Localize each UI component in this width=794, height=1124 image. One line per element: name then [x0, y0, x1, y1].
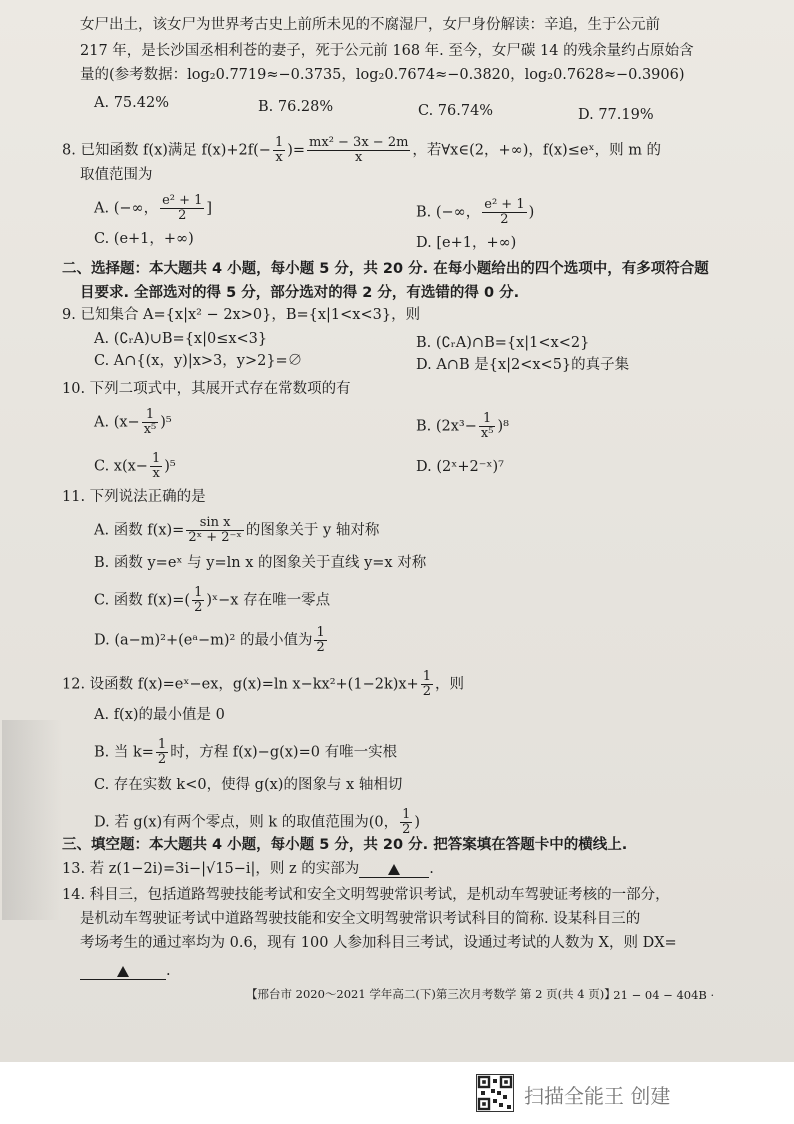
q11-option-a-prefix: A. 函数 f(x)= — [94, 522, 185, 539]
scan-shadow — [2, 720, 62, 920]
q9-option-c: C. A∩{(x，y)|x>3，y>2}=∅ — [94, 353, 303, 369]
q8-stem — [62, 136, 661, 165]
q10-stem: 10. 下列二项式中，其展开式存在常数项的有 — [62, 381, 351, 397]
q7-line-1: 女尸出土，该女尸为世界考古史上前所未见的不腐湿尸，女尸身份解读：辛追，生于公元前 — [80, 17, 660, 33]
q8-option-a-prefix: A. (−∞， — [94, 200, 159, 217]
q12-stem-numerator: 1 — [422, 669, 431, 684]
q8-stem-line-2: 取值范围为 — [80, 167, 153, 183]
q12-stem-fraction — [421, 670, 433, 699]
q10-option-a-suffix: )⁵ — [160, 414, 172, 431]
footer-exam-info: 【邢台市 2020～2021 学年高二(下)第三次月考数学 第 2 页(共 4 页)】 — [246, 987, 616, 1001]
q8-stem-part-a: 8. 已知函数 f(x)满足 f(x)+2f(− — [62, 142, 271, 159]
q11-option-c — [94, 586, 330, 615]
q7-option-c: C. 76.74% — [418, 103, 494, 119]
q10-option-d: D. (2ˣ+2⁻ˣ)⁷ — [416, 459, 504, 475]
q12-option-d-numerator: 1 — [402, 807, 411, 822]
q8-option-b-suffix: ) — [528, 204, 535, 221]
q12-option-b-numerator: 1 — [157, 737, 167, 752]
q8-option-b — [416, 198, 534, 227]
q7-line-3: 量的(参考数据：log₂0.7719≈−0.3735，log₂0.7674≈−0.3820，log₂0.7628≈−0.3906) — [80, 67, 685, 83]
q14-line-3: 考场考生的通过率均为 0.6，现有 100 人参加科目三考试，设通过考试的人数为 X，则 DX= — [80, 935, 677, 951]
q13-period: . — [429, 861, 434, 877]
q12-option-b-prefix: B. 当 k= — [94, 744, 154, 761]
q11-option-a-denominator: 2ˣ + 2⁻ˣ — [188, 530, 242, 545]
q9-option-a: A. (∁ᵣA)∪B={x|0≤x<3} — [94, 331, 268, 347]
q8-stem-part-b: )= — [287, 142, 306, 159]
q12-stem-denominator: 2 — [422, 684, 431, 699]
q10-option-a-prefix: A. (x− — [94, 414, 140, 431]
q11-stem: 11. 下列说法正确的是 — [62, 489, 206, 505]
q8-option-a-fraction — [160, 194, 204, 223]
q11-option-d — [94, 626, 329, 655]
q10-option-c-suffix: )⁵ — [164, 458, 176, 475]
q8-stem-part-c: ，若∀x∈(2，+∞)，f(x)≤eˣ，则 m 的 — [412, 142, 662, 159]
q14-period: . — [166, 963, 171, 979]
q10-option-c — [94, 452, 176, 481]
q8-fraction-1-numerator: 1 — [274, 135, 284, 150]
q14-line-2: 是机动车驾驶证考试中道路驾驶技能和安全文明驾驶常识考试科目的简称. 设某科目三的 — [80, 911, 641, 927]
q11-option-a-fraction — [186, 516, 244, 545]
q8-option-a-denominator: 2 — [178, 208, 187, 223]
q8-fraction-2-denominator: x — [355, 150, 363, 165]
qr-code-icon — [476, 1074, 514, 1112]
q12-option-d-suffix: ) — [414, 814, 421, 831]
q7-option-d: D. 77.19% — [578, 107, 654, 123]
q14-answer-blank[interactable] — [80, 963, 166, 980]
q8-option-a-suffix: ] — [206, 200, 213, 217]
q12-option-b-suffix: 时，方程 f(x)−g(x)=0 有唯一实根 — [170, 744, 398, 761]
q12-stem-prefix: 12. 设函数 f(x)=eˣ−ex，g(x)=ln x−kx²+(1−2k)x+ — [62, 676, 419, 693]
q8-option-c: C. (e+1，+∞) — [94, 231, 194, 247]
triangle-icon — [388, 864, 400, 875]
q12-option-c: C. 存在实数 k<0，使得 g(x)的图象与 x 轴相切 — [94, 777, 403, 793]
q8-option-d: D. [e+1，+∞) — [416, 235, 517, 251]
q9-stem: 9. 已知集合 A={x|x² − 2x>0}，B={x|1<x<3}，则 — [62, 307, 421, 323]
q12-option-d-denominator: 2 — [402, 822, 411, 837]
q12-option-a: A. f(x)的最小值是 0 — [94, 707, 225, 723]
q11-option-b: B. 函数 y=eˣ 与 y=ln x 的图象关于直线 y=x 对称 — [94, 555, 427, 571]
section-2-line-2: 目要求. 全部选对的得 5 分，部分选对的得 2 分，有选错的得 0 分. — [80, 285, 520, 301]
watermark-text: 扫描全能王 创建 — [524, 1084, 671, 1108]
q7-option-b: B. 76.28% — [258, 99, 334, 115]
question-13 — [62, 860, 434, 878]
q8-fraction-1-denominator: x — [275, 150, 283, 165]
q13-answer-blank[interactable] — [359, 861, 429, 878]
q12-stem-suffix: ，则 — [435, 676, 464, 693]
q10-option-c-denominator: x — [152, 466, 160, 481]
q11-option-c-prefix: C. 函数 f(x)=( — [94, 592, 191, 609]
q8-option-b-fraction — [482, 198, 526, 227]
q7-line-2: 217 年，是长沙国丞相利苍的妻子，死于公元前 168 年. 至今，女尸碳 14 的残余量约占原始含 — [80, 43, 694, 59]
q10-option-c-numerator: 1 — [151, 451, 161, 466]
q11-option-a-numerator: sin x — [186, 516, 244, 531]
q10-option-b-fraction — [479, 412, 496, 441]
q12-option-b — [94, 738, 397, 767]
q12-option-b-fraction — [156, 738, 168, 767]
section-3-heading: 三、填空题：本大题共 4 小题，每小题 5 分，共 20 分. 把答案填在答题卡中的横线上. — [62, 837, 628, 853]
footer-code: · 21 − 04 − 404B · — [606, 988, 715, 1002]
q11-option-c-numerator: 1 — [194, 585, 203, 600]
q10-option-b-prefix: B. (2x³− — [416, 418, 477, 435]
q8-option-b-numerator: e² + 1 — [484, 197, 525, 212]
q8-fraction-2 — [307, 136, 410, 165]
q10-option-a-numerator: 1 — [142, 408, 159, 423]
q8-option-a-numerator: e² + 1 — [162, 193, 203, 208]
q11-option-d-prefix: D. (a−m)²+(eᵃ−m)² 的最小值为 — [94, 632, 313, 649]
q11-option-c-fraction — [192, 586, 204, 615]
q10-option-a-fraction — [142, 408, 159, 437]
q10-option-b-numerator: 1 — [479, 412, 496, 427]
q11-option-a — [94, 516, 379, 545]
q10-option-a — [94, 408, 172, 437]
q13-stem: 13. 若 z(1−2i)=3i−|√15−i|，则 z 的实部为 — [62, 861, 360, 877]
q11-option-a-suffix: 的图象关于 y 轴对称 — [245, 522, 380, 539]
section-2-line-1: 二、选择题：本大题共 4 小题，每小题 5 分，共 20 分. 在每小题给出的四个选项中，有多项符合题 — [62, 261, 709, 277]
q12-option-d-prefix: D. 若 g(x)有两个零点，则 k 的取值范围为(0， — [94, 814, 399, 831]
q12-option-b-denominator: 2 — [157, 752, 167, 767]
q11-option-c-suffix: )ˣ−x 存在唯一零点 — [206, 592, 331, 609]
q10-option-c-fraction — [150, 452, 162, 481]
q14-answer-line — [80, 962, 171, 980]
q8-fraction-1 — [273, 136, 285, 165]
q11-option-d-denominator: 2 — [316, 640, 325, 655]
q10-option-a-denominator: x⁵ — [143, 422, 157, 437]
triangle-icon — [117, 966, 129, 977]
q8-fraction-2-numerator: mx² − 3x − 2m — [309, 135, 409, 150]
q10-option-b — [416, 412, 509, 441]
q10-option-c-prefix: C. x(x− — [94, 458, 148, 475]
q9-option-d: D. A∩B 是{x|2<x<5}的真子集 — [416, 357, 630, 373]
q9-option-b: B. (∁ᵣA)∩B={x|1<x<2} — [416, 335, 590, 351]
q11-option-d-numerator: 1 — [316, 625, 325, 640]
q8-option-a — [94, 194, 212, 223]
scanner-watermark — [476, 1072, 736, 1114]
q11-option-c-denominator: 2 — [194, 600, 203, 615]
q7-option-a: A. 75.42% — [94, 95, 169, 111]
page-footer — [0, 982, 794, 1006]
q11-option-d-fraction — [314, 626, 326, 655]
q12-stem — [62, 670, 464, 699]
q10-option-b-denominator: x⁵ — [480, 426, 494, 441]
q14-line-1: 14. 科目三，包括道路驾驶技能考试和安全文明驾驶常识考试，是机动车驾驶证考核的一部分， — [62, 887, 670, 903]
q12-option-d-fraction — [400, 808, 412, 837]
q10-option-b-suffix: )⁸ — [497, 418, 509, 435]
q12-option-d — [94, 808, 420, 837]
q8-option-b-prefix: B. (−∞， — [416, 204, 481, 221]
q8-option-b-denominator: 2 — [500, 212, 509, 227]
